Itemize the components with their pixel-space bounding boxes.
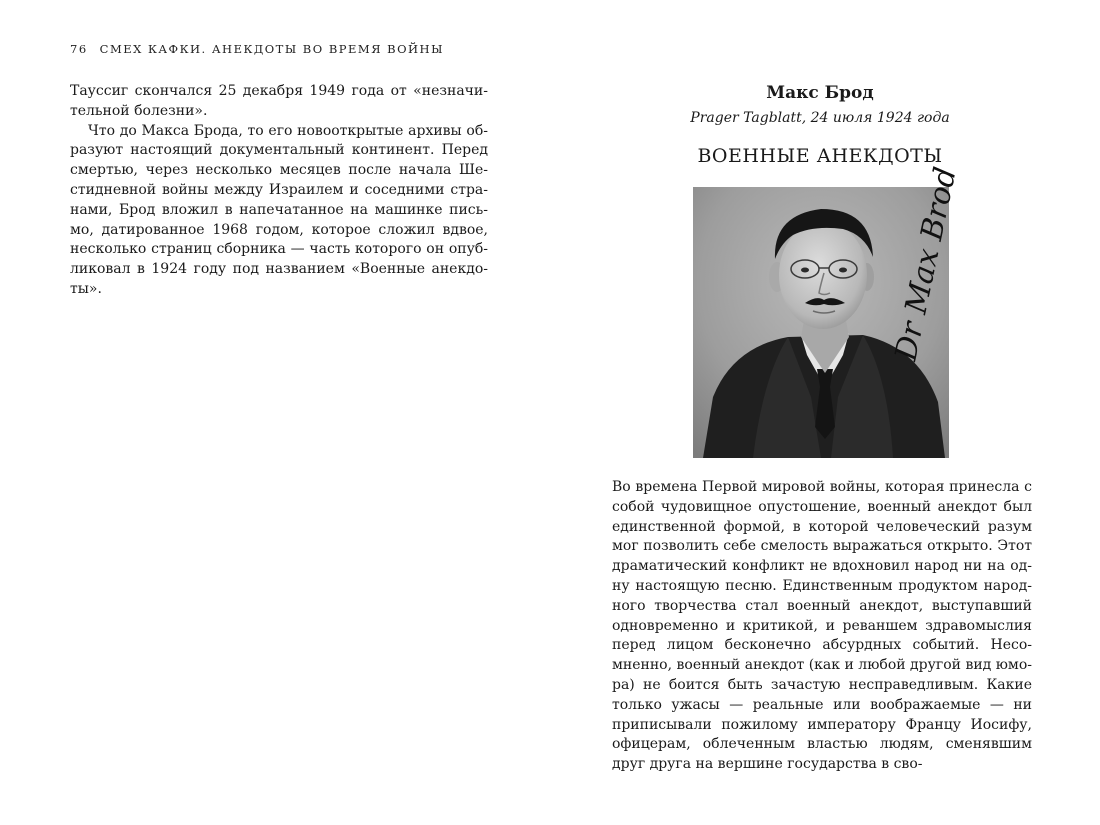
paragraph-war-anecdotes: Во времена Первой мировой войны, которая принесла с собой чудовищное опустошение, военный анекдот был единственной формой, в которой человеческий разум мог позволить себе смелость выражаться открыто. Этот драматический конфликт не вдохновил народ ни на одну настоящую песню. Единственным продуктом народного творчества стал военный анекдот, выступавший одновременно и критикой, и реваншем здравомыслия перед лицом бесконечно абсурдных событий. Несомненно, военный анекдот (как и любой другой вид юмора) не боится быть зачастую несправедливым. Какие только ужасы — реальные или воображаемые — ни приписывали пожилому императору Францу Иосифу, офицерам, облеченным властью людям, сменявшим друг друга на вершине государства в сво- <box>612 479 1032 773</box>
running-head-title: СМЕХ КАФКИ. АНЕКДОТЫ ВО ВРЕМЯ ВОЙНЫ <box>99 42 444 56</box>
article-source: Prager Tagblatt, 24 июля 1924 года <box>690 110 950 126</box>
article-title: ВОЕННЫЕ АНЕКДОТЫ <box>697 145 943 167</box>
paragraph-taussig: Тауссиг скончался 25 декабря 1949 года от «незначительной болезни». <box>70 83 488 119</box>
portrait-photo <box>693 164 964 458</box>
running-head <box>70 42 444 56</box>
right-page <box>550 0 1100 825</box>
left-body-text <box>70 82 488 300</box>
right-body-text <box>612 478 1032 775</box>
article-author: Макс Брод <box>766 83 874 103</box>
page-number: 76 <box>70 42 88 56</box>
paragraph-brod-archives: Что до Макса Брода, то его новооткрытые архивы образуют настоящий документальный континент. Перед смертью, через несколько месяцев после начала Шестидневной войны между Израилем и соседними странами, Брод вложил в напечатанное на машинке письмо, датированное 1968 годом, которое сложил вдвое, несколько страниц сборника — часть которого он опубликовал в 1924 году под названием «Военные анекдоты». <box>70 122 488 297</box>
svg-text:Dr Max Brod: Dr Max Brod <box>888 164 964 364</box>
